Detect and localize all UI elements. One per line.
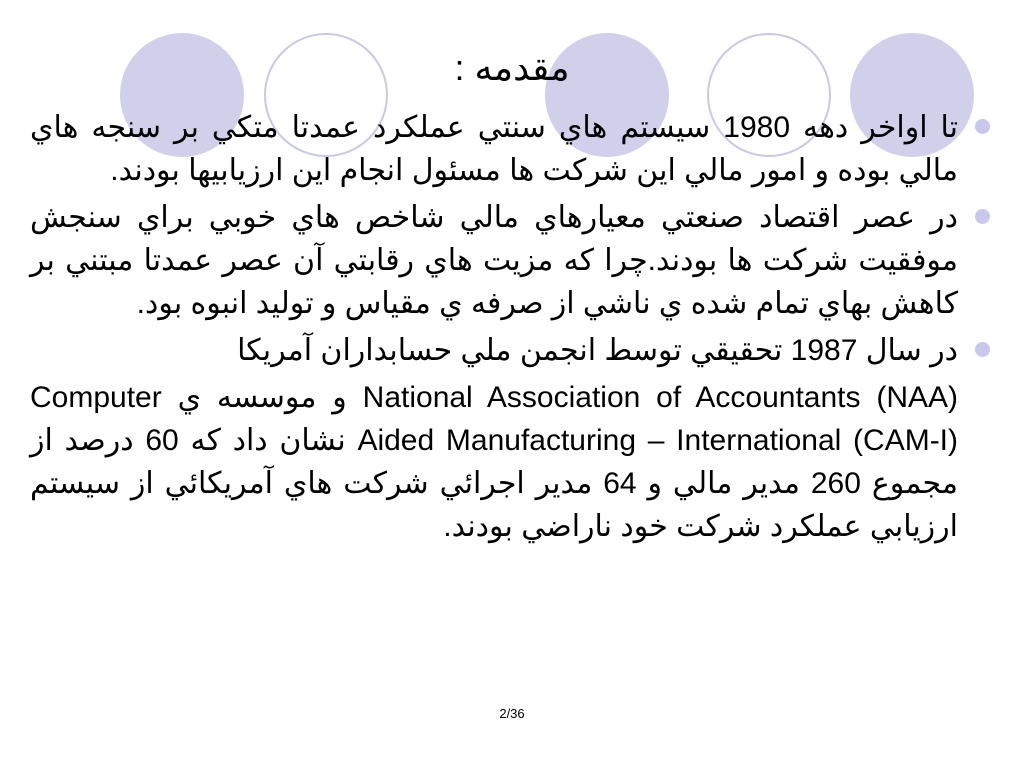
bullet-dot-icon xyxy=(975,209,990,224)
page-number: 2/36 xyxy=(499,706,525,721)
finding-text: نشان داد كه 60 درصد از مجموع 260 مدير مالي و 64 مدير اجرائي شركت هاي آمريكائي از سيستم ارزيابي عملكرد شركت خود ناراضي بودند. xyxy=(30,424,958,543)
joiner-text: و موسسه ي xyxy=(177,381,347,414)
continuation-paragraph xyxy=(30,376,958,548)
bullet-item xyxy=(30,106,958,192)
bullet-item xyxy=(30,329,958,372)
bullet-dot-icon xyxy=(975,119,990,134)
org-name-naa: National Association of Accountants (NAA) xyxy=(362,381,958,414)
bullet-dot-icon xyxy=(975,342,990,357)
slide-body xyxy=(30,106,958,548)
bullet-item xyxy=(30,196,958,325)
bullet-text: تا اواخر دهه 1980 سيستم هاي سنتي عملكرد عمدتا متكي بر سنجه هاي مالي بوده و امور مالي اين شركت ها مسئول انجام اين ارزيابيها بودند. xyxy=(30,111,958,187)
bullet-text: در عصر اقتصاد صنعتي معيارهاي مالي شاخص هاي خوبي براي سنجش موفقيت شركت ها بودند.چرا كه مزيت هاي رقابتي آن عصر عمدتا مبتني بر كاهش بهاي تمام شده ي ناشي از صرفه ي مقياس و توليد انبوه بود. xyxy=(30,201,958,320)
org-name-cami: Computer Aided Manufacturing – International (CAM-I) xyxy=(30,381,959,457)
bullet-text: در سال 1987 تحقيقي توسط انجمن ملي حسابداران آمريكا xyxy=(237,334,958,367)
slide-title: مقدمه : xyxy=(454,47,570,88)
